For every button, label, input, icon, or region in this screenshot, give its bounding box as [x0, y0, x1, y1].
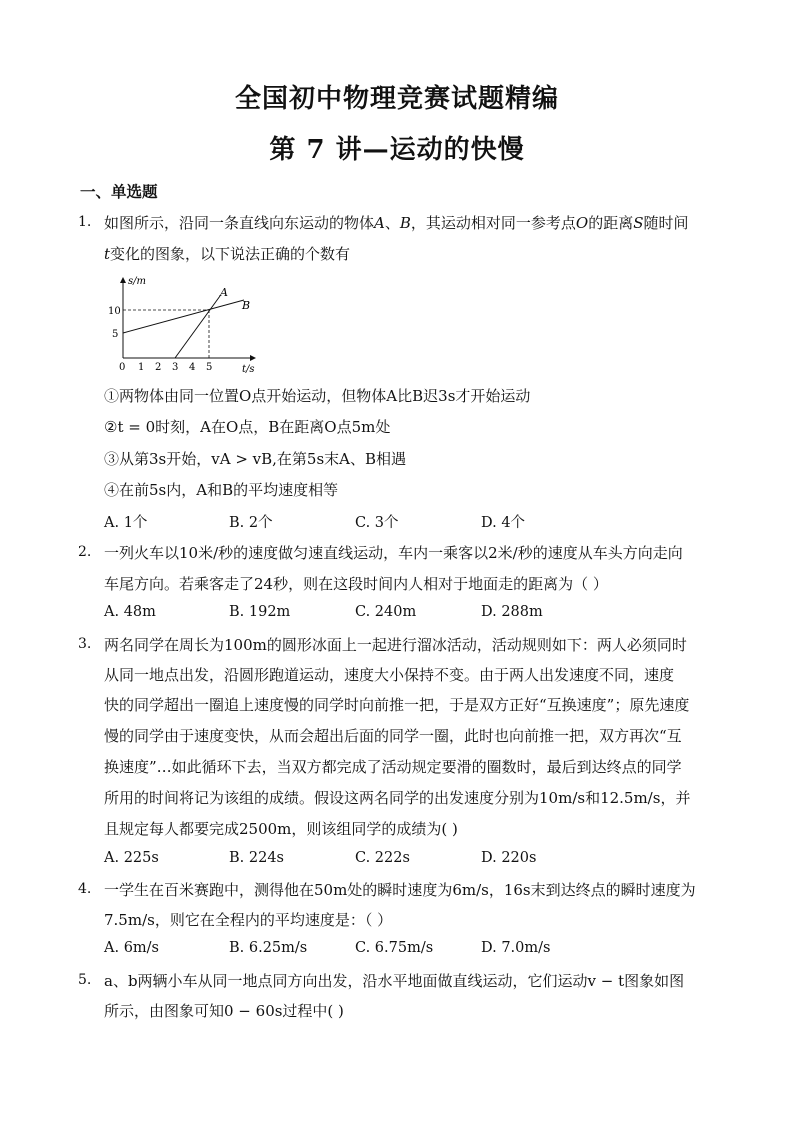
option-c: C. 6.75m/s — [355, 940, 434, 956]
lecture-subtitle: 第 7 讲—运动的快慢 — [269, 135, 525, 165]
x-tick-label: 1 — [138, 362, 145, 373]
question-text: 所示，由图象可知0 − 60s过程中( ) — [104, 1002, 344, 1020]
line-a — [175, 296, 220, 358]
statement-3: ③从第3s开始，vA > vB,在第5s末A、B相遇 — [104, 450, 407, 468]
option-c: C. 3个 — [355, 515, 399, 531]
question-text: a、b两辆小车从同一地点同方向出发，沿水平地面做直线运动，它们运动v − t图象如图 — [104, 972, 685, 990]
x-tick-label: 4 — [189, 362, 196, 373]
question-text: 换速度”…如此循环下去，当双方都完成了活动规定要滑的圈数时，最后到达终点的同学 — [104, 758, 682, 776]
option-d: D. 288m — [481, 604, 543, 620]
line-a-label: A — [220, 286, 228, 299]
option-b: B. 224s — [229, 850, 284, 866]
x-tick-label: 5 — [206, 362, 213, 373]
x-tick-label: 0 — [119, 362, 126, 373]
question-text: 两名同学在周长为100m的圆形冰面上一起进行溜冰活动，活动规则如下：两人必须同时 — [104, 636, 687, 654]
question-text: 慢的同学由于速度变快，从而会超出后面的同学一圈，此时也向前推一把，双方再次“互 — [104, 727, 682, 745]
line-b — [123, 300, 244, 333]
question-text: 所用的时间将记为该组的成绩。假设这两名同学的出发速度分别为10m/s和12.5m/s，并 — [104, 789, 691, 807]
question-text: 7.5m/s，则它在全程内的平均速度是：（ ） — [104, 911, 393, 929]
question-number: 2. — [78, 544, 92, 560]
x-axis-label: t/s — [242, 364, 255, 375]
question-text: 且规定每人都要完成2500m，则该组同学的成绩为( ) — [104, 820, 458, 838]
section-heading: 一、单选题 — [80, 182, 158, 201]
y-tick-label: 5 — [112, 329, 119, 340]
y-tick-label: 10 — [108, 306, 121, 317]
question-text: 如图所示，沿同一条直线向东运动的物体A、B，其运动相对同一参考点O的距离S随时间 — [104, 214, 689, 232]
option-d: D. 7.0m/s — [481, 940, 551, 956]
question-text: 一学生在百米赛跑中，测得他在50m处的瞬时速度为6m/s，16s末到达终点的瞬时速度为 — [104, 881, 696, 899]
question-number: 5. — [78, 972, 92, 988]
question-text: t变化的图象，以下说法正确的个数有 — [104, 245, 351, 263]
option-a: A. 6m/s — [104, 940, 159, 956]
document-title: 全国初中物理竞赛试题精编 — [234, 84, 559, 114]
option-d: D. 4个 — [481, 515, 526, 531]
x-tick-label: 2 — [155, 362, 162, 373]
statement-1: ①两物体由同一位置O点开始运动，但物体A比B迟3s才开始运动 — [104, 387, 531, 405]
y-axis-label: s/m — [128, 276, 146, 287]
option-a: A. 225s — [104, 850, 159, 866]
option-c: C. 240m — [355, 604, 417, 620]
statement-4: ④在前5s内，A和B的平均速度相等 — [104, 481, 339, 499]
st-graph — [104, 272, 264, 378]
option-b: B. 192m — [229, 604, 291, 620]
statement-2: ②t = 0时刻，A在O点，B在距离O点5m处 — [104, 418, 391, 436]
question-number: 4. — [78, 881, 92, 897]
option-b: B. 6.25m/s — [229, 940, 308, 956]
question-text: 快的同学超出一圈追上速度慢的同学时向前推一把，于是双方正好“互换速度”；原先速度 — [104, 696, 690, 714]
question-text: 从同一地点出发，沿圆形跑道运动，速度大小保持不变。由于两人出发速度不同，速度 — [104, 666, 675, 684]
option-a: A. 1个 — [104, 515, 148, 531]
option-d: D. 220s — [481, 850, 537, 866]
question-number: 3. — [78, 636, 92, 652]
question-text: 车尾方向。若乘客走了24秒，则在这段时间内人相对于地面走的距离为（ ） — [104, 575, 608, 593]
x-tick-label: 3 — [172, 362, 179, 373]
question-number: 1. — [78, 214, 92, 230]
option-c: C. 222s — [355, 850, 410, 866]
question-text: 一列火车以10米/秒的速度做匀速直线运动，车内一乘客以2米/秒的速度从车头方向走向 — [104, 544, 683, 562]
option-a: A. 48m — [104, 604, 156, 620]
option-b: B. 2个 — [229, 515, 273, 531]
line-b-label: B — [242, 299, 251, 312]
